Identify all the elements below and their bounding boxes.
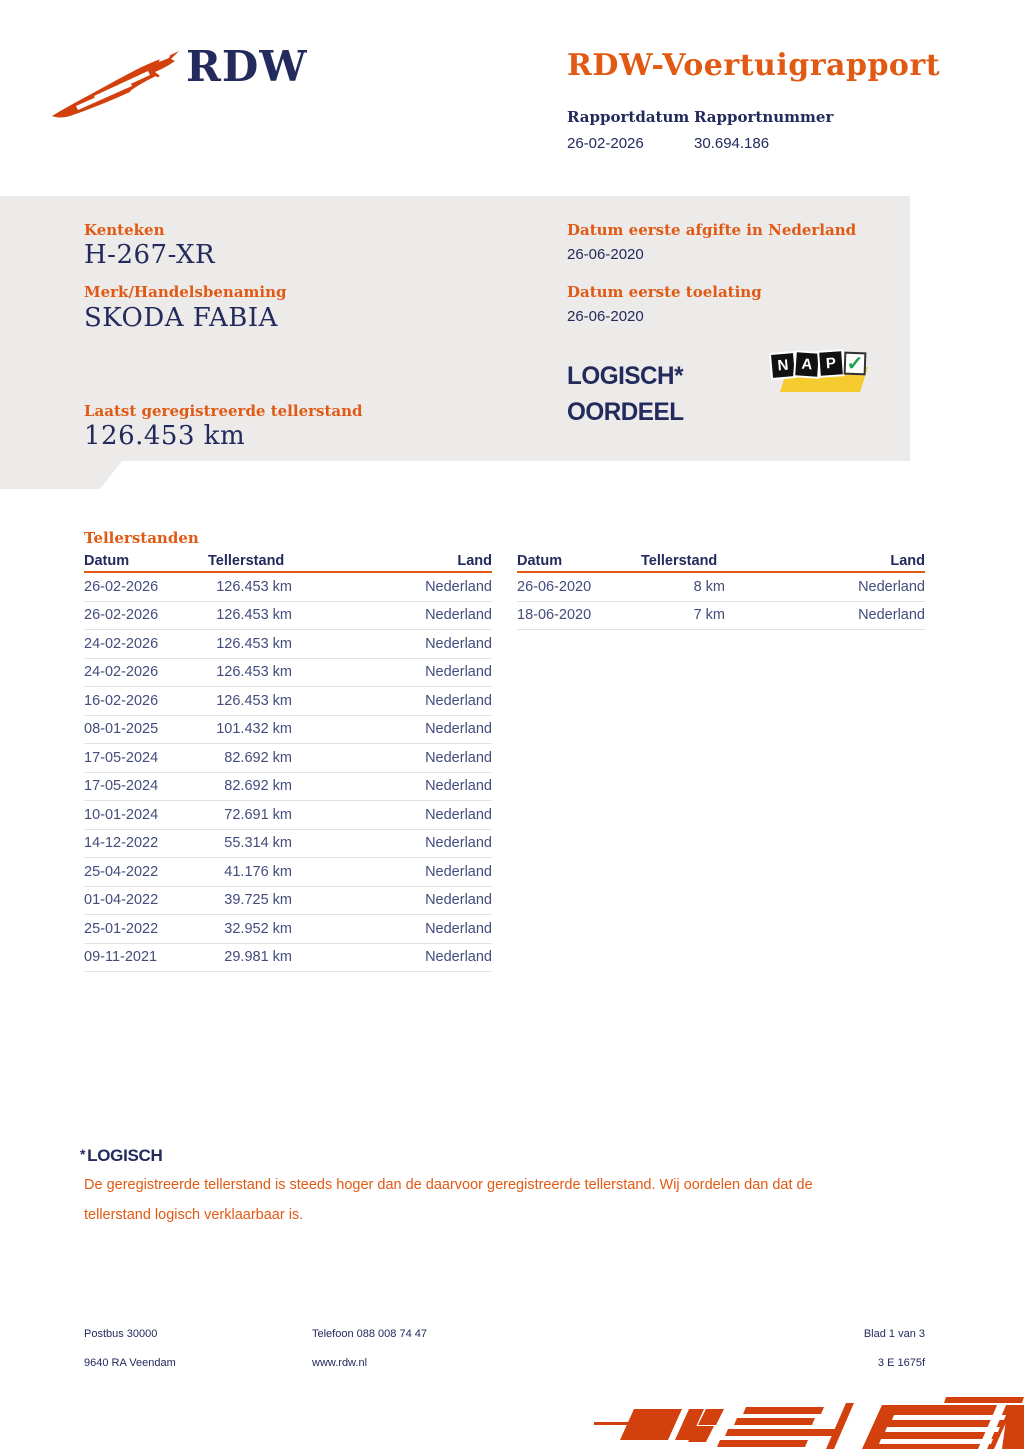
toelating-label: Datum eerste toelating bbox=[567, 283, 762, 301]
table-header-row bbox=[517, 550, 925, 573]
table-cell: 126.453 km bbox=[216, 664, 292, 681]
tellerstanden-title: Tellerstanden bbox=[84, 529, 199, 547]
footnote-title-text: LOGISCH bbox=[87, 1146, 163, 1165]
footnote-text: De geregistreerde tellerstand is steeds hoger dan de daarvoor geregistreerde tellerstand. Wij oordelen dan dat de tellerstand logisch verklaarbaar is. bbox=[84, 1177, 813, 1223]
table-cell: Nederland bbox=[425, 806, 492, 823]
table-cell: 39.725 km bbox=[224, 892, 292, 909]
oordeel-line1: LOGISCH* bbox=[567, 362, 684, 390]
rdw-feather-logo-icon bbox=[50, 50, 180, 120]
table-row bbox=[84, 630, 492, 659]
table-cell: 126.453 km bbox=[216, 578, 292, 595]
table-cell: 72.691 km bbox=[224, 806, 292, 823]
table-row bbox=[84, 744, 492, 773]
table-cell: 82.692 km bbox=[224, 778, 292, 795]
report-number-label: Rapportnummer bbox=[694, 108, 834, 126]
kenteken-value: H-267-XR bbox=[84, 240, 216, 270]
afgifte-label: Datum eerste afgifte in Nederland bbox=[567, 221, 857, 239]
table-cell: 24-02-2026 bbox=[84, 664, 159, 681]
nap-letter-p: P bbox=[819, 351, 843, 375]
table-cell: Nederland bbox=[425, 949, 492, 966]
table-cell: 18-06-2020 bbox=[517, 607, 592, 624]
column-header-land: Land bbox=[457, 552, 492, 569]
table-cell: Nederland bbox=[425, 920, 492, 937]
column-header-tellerstand: Tellerstand bbox=[208, 552, 285, 569]
table-cell: 25-04-2022 bbox=[84, 863, 159, 880]
table-row bbox=[84, 573, 492, 602]
afgifte-value: 26-06-2020 bbox=[567, 246, 644, 263]
table-cell: 55.314 km bbox=[224, 835, 292, 852]
table-cell: 01-04-2022 bbox=[84, 892, 159, 909]
table-row bbox=[84, 944, 492, 973]
table-row bbox=[84, 659, 492, 688]
kenteken-label: Kenteken bbox=[84, 221, 165, 239]
footer-website: www.rdw.nl bbox=[312, 1357, 368, 1369]
table-row bbox=[84, 887, 492, 916]
table-cell: 14-12-2022 bbox=[84, 835, 159, 852]
table-cell: Nederland bbox=[425, 863, 492, 880]
column-header-tellerstand: Tellerstand bbox=[641, 552, 718, 569]
laatste-tellerstand-value: 126.453 km bbox=[84, 421, 246, 451]
laatste-tellerstand-label: Laatst geregistreerde tellerstand bbox=[84, 402, 363, 420]
report-date-label: Rapportdatum bbox=[567, 108, 690, 126]
nap-logo bbox=[770, 352, 866, 394]
table-cell: Nederland bbox=[425, 635, 492, 652]
toelating-value: 26-06-2020 bbox=[567, 308, 644, 325]
table-cell: 7 km bbox=[693, 607, 725, 624]
nap-letter-n: N bbox=[771, 353, 795, 378]
table-cell: Nederland bbox=[425, 721, 492, 738]
table-cell: Nederland bbox=[858, 607, 925, 624]
table-row bbox=[84, 602, 492, 631]
table-cell: 101.432 km bbox=[216, 721, 292, 738]
table-row bbox=[84, 716, 492, 745]
footer-phone: Telefoon 088 008 74 47 bbox=[312, 1328, 427, 1340]
table-cell: 16-02-2026 bbox=[84, 692, 159, 709]
table-cell: 82.692 km bbox=[224, 749, 292, 766]
footer-address-line1: Postbus 30000 bbox=[84, 1328, 158, 1340]
table-cell: 126.453 km bbox=[216, 635, 292, 652]
report-number-value: 30.694.186 bbox=[694, 135, 770, 152]
check-icon: ✓ bbox=[844, 352, 867, 376]
table-cell: 09-11-2021 bbox=[84, 949, 158, 966]
table-cell: Nederland bbox=[425, 749, 492, 766]
column-header-datum: Datum bbox=[84, 552, 130, 569]
tellerstanden-table-left bbox=[84, 550, 492, 972]
merk-value: SKODA FABIA bbox=[84, 303, 278, 333]
merk-label: Merk/Handelsbenaming bbox=[84, 283, 287, 301]
rdw-logo-wordmark: RDW bbox=[186, 42, 308, 91]
table-cell: Nederland bbox=[425, 892, 492, 909]
table-cell: 25-01-2022 bbox=[84, 920, 159, 937]
table-cell: Nederland bbox=[425, 835, 492, 852]
table-row bbox=[84, 801, 492, 830]
table-row bbox=[84, 687, 492, 716]
table-cell: Nederland bbox=[425, 578, 492, 595]
table-row bbox=[84, 773, 492, 802]
footer-page-number: Blad 1 van 3 bbox=[863, 1328, 925, 1340]
table-cell: 26-02-2026 bbox=[84, 578, 159, 595]
table-cell: 26-02-2026 bbox=[84, 607, 159, 624]
footnote-title bbox=[80, 1146, 163, 1166]
footer-form-code: 3 E 1675f bbox=[877, 1357, 925, 1369]
table-row bbox=[517, 573, 925, 602]
table-row bbox=[84, 830, 492, 859]
column-header-land: Land bbox=[890, 552, 925, 569]
table-row bbox=[517, 602, 925, 631]
table-cell: Nederland bbox=[425, 607, 492, 624]
rdw-stripe-graphic-icon bbox=[594, 1395, 1024, 1449]
page-title: RDW-Voertuigrapport bbox=[567, 48, 941, 83]
table-cell: 26-06-2020 bbox=[517, 578, 592, 595]
table-cell: 10-01-2024 bbox=[84, 806, 159, 823]
table-cell: 32.952 km bbox=[224, 920, 292, 937]
table-cell: 29.981 km bbox=[224, 949, 292, 966]
vehicle-summary-panel-tail bbox=[0, 461, 122, 489]
table-body bbox=[517, 573, 925, 630]
tellerstanden-table-right bbox=[517, 550, 925, 630]
footer-address bbox=[84, 1320, 176, 1378]
column-header-datum: Datum bbox=[517, 552, 563, 569]
table-cell: 8 km bbox=[693, 578, 725, 595]
table-cell: 24-02-2026 bbox=[84, 635, 159, 652]
table-row bbox=[84, 858, 492, 887]
table-cell: 126.453 km bbox=[216, 607, 292, 624]
table-cell: 17-05-2024 bbox=[84, 778, 159, 795]
table-cell: Nederland bbox=[858, 578, 925, 595]
footnote-asterisk: * bbox=[80, 1146, 86, 1162]
table-cell: 126.453 km bbox=[216, 692, 292, 709]
table-cell: Nederland bbox=[425, 664, 492, 681]
report-date-value: 26-02-2026 bbox=[567, 135, 644, 152]
footer-address-line2: 9640 RA Veendam bbox=[84, 1357, 176, 1369]
table-cell: 08-01-2025 bbox=[84, 721, 159, 738]
table-cell: Nederland bbox=[425, 778, 492, 795]
footer-page-info bbox=[700, 1320, 925, 1378]
table-row bbox=[84, 915, 492, 944]
table-cell: Nederland bbox=[425, 692, 492, 709]
table-header-row bbox=[84, 550, 492, 573]
table-body bbox=[84, 573, 492, 972]
oordeel-text bbox=[567, 358, 684, 430]
footer-contact bbox=[312, 1320, 427, 1378]
nap-letter-a: A bbox=[795, 352, 819, 376]
table-cell: 17-05-2024 bbox=[84, 749, 159, 766]
table-cell: 41.176 km bbox=[224, 863, 292, 880]
oordeel-line2: OORDEEL bbox=[567, 398, 684, 426]
